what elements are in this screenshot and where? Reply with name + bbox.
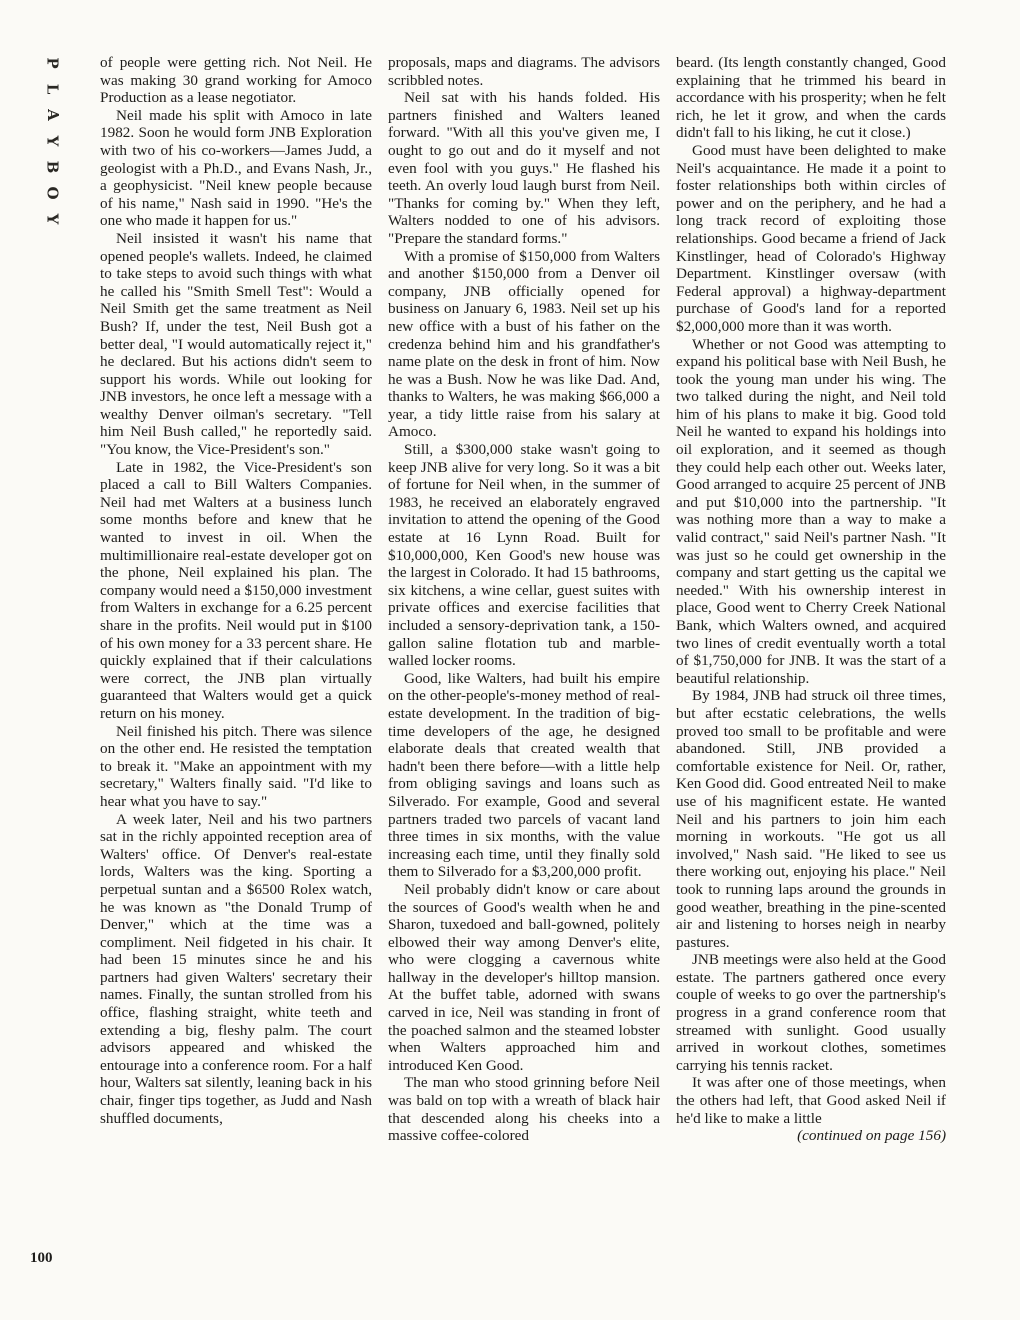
paragraph: Good must have been delighted to make Neil's acquaintance. He made it a point to foster relationships both within circles of power and on the periphery, and he had a long track record of exploiting those relationships. Good became a friend of Jack Kinstlinger, head of Colorado's Highway Department. Kinstlinger oversaw (with Federal approval) a highway-department purchase of Good's land for a reported $2,000,000 more than it was worth. [676, 141, 946, 335]
magazine-masthead [43, 50, 62, 232]
masthead-letter: P [43, 57, 62, 69]
masthead-letter: A [43, 109, 62, 121]
paragraph: By 1984, JNB had struck oil three times, but after ecstatic celebrations, the wells proved too small to be profitable and were abandoned. Still, JNB provided a comfortable existence for Neil. Or, rather, Ken Good did. Good entreated Neil to make use of his magnificent estate. He wanted Neil and his partners to join him each morning in workouts. "He got us all involved," Nash said. "He liked to see us there working out, enjoying his place." Neil took to running laps around the grounds in good weather, breathing in the pine-scented air and listening to horses neigh in nearby pastures. [676, 687, 946, 951]
masthead-letter: Y [43, 135, 62, 147]
paragraph: beard. (Its length constantly changed, Good explaining that he trimmed his beard in accordance with his prosperity; when he felt rich, he let it grow, and when the cards didn't fall to his liking, he cut it close.) [676, 54, 946, 142]
article-column-2 [388, 54, 660, 1269]
paragraph: JNB meetings were also held at the Good estate. The partners gathered once every couple of weeks to go over the partnership's progress in a grand conference room that streamed with sunlight. Good usually arrived in workout clothes, sometimes carrying his tennis racket. [676, 951, 946, 1074]
paragraph: Good, like Walters, had built his empire on the other-people's-money method of real-estate development. In the tradition of big-time developers of the age, he designed elaborate deals that created wealth that hadn't been there before—with a little help from obliging savings and loans such as Silverado. For example, Good and several partners traded two parcels of vacant land three times in six months, with the value increasing each time, until they finally sold them to Silverado for a $3,200,000 profit. [388, 669, 660, 881]
masthead-letter: B [43, 160, 62, 174]
paragraph: Neil probably didn't know or care about the sources of Good's wealth when he and Sharon, tuxedoed and ball-gowned, politely elbowed their way among Denver's elite, who were clogging a cavernous white hallway in the developer's hilltop mansion. At the buffet table, adorned with swans carved in ice, Neil was standing in front of the poached salmon and the steamed lobster when Walters approached him and introduced Ken Good. [388, 880, 660, 1074]
paragraph: The man who stood grinning before Neil was bald on top with a wreath of black hair that descended along his cheeks into a massive coffee-colored [388, 1074, 660, 1145]
masthead-letter: O [43, 186, 62, 200]
paragraph: Neil sat with his hands folded. His partners finished and Walters leaned forward. "With all this you've given me, I ought to go out and do it myself and not even fool with you guys." He flashed his teeth. An overly loud laugh burst from Neil. "Thanks for coming by." When they left, Walters nodded to one of his advisors. "Prepare the standard forms." [388, 89, 660, 247]
masthead-letter: L [43, 83, 62, 95]
page-number: 100 [30, 1250, 53, 1266]
paragraph: proposals, maps and diagrams. The advisors scribbled notes. [388, 54, 660, 89]
paragraph: Still, a $300,000 stake wasn't going to keep JNB alive for very long. So it was a bit of fortune for Neil when, in the summer of 1983, he received an elaborately engraved invitation to attend the opening of the Good estate at 16 Lynn Road. Built for $10,000,000, Ken Good's new house was the largest in Colorado. It had 15 bathrooms, six kitchens, a wine cellar, guest suites with private offices and exercise facilities that included a sensory-deprivation tank, a 150-gallon saline flotation tub and marble-walled locker rooms. [388, 441, 660, 670]
paragraph: Late in 1982, the Vice-President's son placed a call to Bill Walters Companies. Neil had met Walters at a business lunch some months before and knew that he wanted to invest in oil. When the multimillionaire real-estate developer got on the phone, Neil explained his plan. The company would need a $150,000 investment from Walters in exchange for a 6.25 percent share in the profits. Neil would put in $100 of his own money for a 33 percent share. He quickly explained that if their calculations were correct, the JNB plan virtually guaranteed that Walters would get a quick return on his money. [100, 458, 372, 722]
paragraph: A week later, Neil and his two partners sat in the richly appointed reception area of Walters' office. Of Denver's real-estate lords, Walters was the king. Sporting a perpetual suntan and a $6500 Rolex watch, he was known as "the Donald Trump of Denver," which at the time was a compliment. Neil fidgeted in his chair. It had been 15 minutes since he and his partners had given Walters' secretary their names. Finally, the suntan strolled from his office, flashing straight, white teeth and extending a big, fleshy palm. The court advisors appeared and whisked the entourage into a conference room. For a half hour, Walters sat silently, leaning back in his chair, finger tips together, as Judd and Nash shuffled documents, [100, 810, 372, 1127]
continued-notice: (continued on page 156) [797, 1127, 946, 1145]
paragraph: of people were getting rich. Not Neil. He was making 30 grand working for Amoco Production as a lease negotiator. [100, 54, 372, 107]
article-column-3 [676, 54, 946, 1269]
masthead-letter: Y [43, 213, 62, 225]
paragraph: Neil finished his pitch. There was silence on the other end. He resisted the temptation to break it. "Make an appointment with my secretary," Walters finally said. "I'd like to hear what you have to say." [100, 722, 372, 810]
paragraph: With a promise of $150,000 from Walters and another $150,000 from a Denver oil company, JNB officially opened for business on January 6, 1983. Neil set up his new office with a bust of his father on the credenza behind him and his grandfather's name plate on the desk in front of him. Now he was a Bush. Now he was like Dad. And, thanks to Walters, he was making $66,000 a year, a tidy little raise from his salary at Amoco. [388, 247, 660, 441]
paragraph: Neil made his split with Amoco in late 1982. Soon he would form JNB Exploration with two of his co-workers—James Judd, a geologist with a Ph.D., and Evans Nash, Jr., a geophysicist. "Neil knew people because of his name," Nash said in 1990. "He's the one who made it happen for us." [100, 106, 372, 230]
article-column-1 [100, 54, 372, 1269]
paragraph: Whether or not Good was attempting to expand his political base with Neil Bush, he took the young man under his wing. The two talked during the night, and Neil told him of his plans to make it big. Good told Neil he wanted to expand his holdings into oil exploration, and it seemed as though they could help each other out. Weeks later, Good arranged to acquire 25 percent of JNB and put $10,000 into the partnership. "It was nothing more than a way to make a valid contract," said Neil's partner Nash. "It was just so he could get ownership in the company and start getting us the capital we needed." With his ownership interest in place, Good went to Cherry Creek National Bank, which Walters owned, and acquired two lines of credit eventually worth a total of $1,750,000 for JNB. It was the start of a beautiful relationship. [676, 335, 946, 687]
paragraph: Neil insisted it wasn't his name that opened people's wallets. Indeed, he claimed to take steps to avoid such things with what he called his "Smith Smell Test": Would a Neil Smith get the same treatment as Neil Bush? If, under the test, Neil Bush got a better deal, "I would automatically reject it," he declared. But his actions didn't seem to support his words. While out looking for JNB investors, he once left a message with a wealthy Denver oilman's secretary. "Tell him Neil Bush called," he reportedly said. "You know, the Vice-President's son." [100, 229, 372, 459]
paragraph: It was after one of those meetings, when the others had left, that Good asked Neil if he'd like to make a little [676, 1074, 946, 1127]
